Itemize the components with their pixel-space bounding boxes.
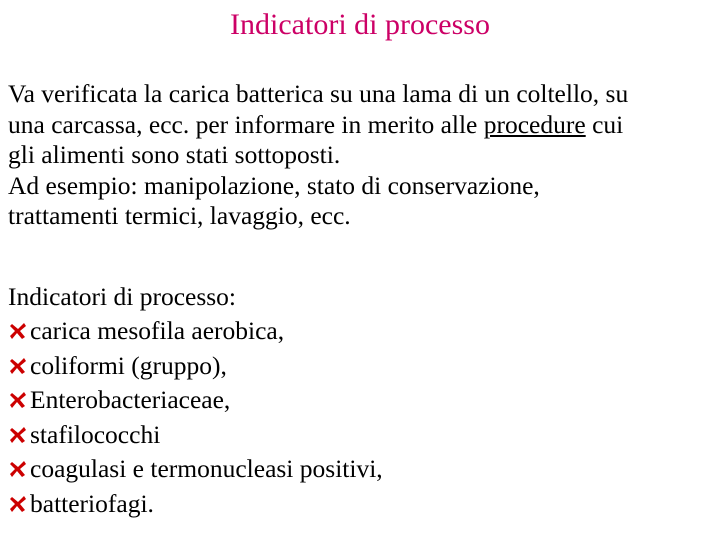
list-item-text: stafilococchi (30, 419, 161, 449)
page-title: Indicatori di processo (230, 8, 490, 41)
list-item-text: Enterobacteriaceae, (30, 385, 231, 415)
x-mark-icon (8, 459, 28, 479)
list-item-text: carica mesofila aerobica, (30, 316, 285, 346)
procedure-link[interactable]: procedure (483, 109, 586, 139)
paragraph-line-3: gli alimenti sono stati sottoposti. (8, 140, 341, 169)
list-item-text: batteriofagi. (30, 488, 154, 518)
list-item (8, 383, 383, 418)
x-mark-icon (8, 321, 28, 341)
list-item (8, 487, 383, 522)
list-item-text: coliformi (gruppo), (30, 350, 227, 380)
list-item (8, 314, 383, 349)
paragraph-line-2-end: cui (585, 109, 624, 139)
list-heading: Indicatori di processo: (8, 282, 237, 311)
indicator-list (8, 314, 383, 521)
paragraph-line-1: Va verificata la carica batterica su una lama di un coltello, su (8, 79, 629, 108)
x-mark-icon (8, 356, 28, 376)
x-mark-icon (8, 425, 28, 445)
list-item (8, 418, 383, 453)
paragraph-line-2 (8, 110, 713, 141)
paragraph-line-5: trattamenti termici, lavaggio, ecc. (8, 201, 351, 230)
list-item-text: coagulasi e termonucleasi positivi, (30, 454, 383, 484)
x-mark-icon (8, 494, 28, 514)
paragraph-line-4: Ad esempio: manipolazione, stato di conservazione, (8, 170, 540, 200)
list-item (8, 349, 383, 384)
x-mark-icon (8, 390, 28, 410)
intro-paragraph (8, 79, 713, 232)
list-item (8, 452, 383, 487)
paragraph-line-2-start: una carcassa, ecc. per informare in merito alle (8, 109, 484, 139)
